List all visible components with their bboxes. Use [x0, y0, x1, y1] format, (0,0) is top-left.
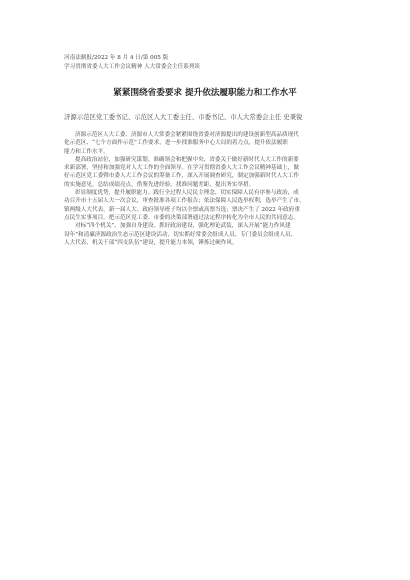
body-line: 化示范区、“七个方面作示范”工作要求，进一步找准服务中心大局的着力点，提升依法履职 [64, 140, 288, 147]
body-line: 彰显制度优势，提升履职能力。践行全过程人民民主理念，切实保障人民有序参与政治，成 [75, 190, 299, 197]
body-line: 济源示范区人大工委、济源市人大常委会紧紧围绕省委对济源提出的建设创新型高品质现代 [75, 132, 299, 138]
body-line: 好示范区党工委暨市委人大工作会议的筹备工作，深入开展调查研究，制定加强新时代人大工作 [64, 173, 299, 180]
article-body [64, 131, 354, 247]
body-line: 能力和工作水平。 [64, 148, 109, 155]
body-line: 功召开市十五届人大一次会议，审查批准各项工作报告；依法保障人民选举权利，选举产生了市、 [64, 198, 305, 205]
source-line: 河南法制报/2022 年 8 月 4 日/第 005 版 [64, 55, 169, 61]
body-line: 点民生实事项目，把示范区党工委、市委的决策部署通过法定程序转化为全市人民的共同意志。 [64, 214, 299, 221]
body-line: 对标“四个机关”，加强自身建设。抓好政治建设，强化理论武装，深入开展“能力作风建 [75, 223, 291, 230]
body-line: 提高政治站位，加强研究谋划。准确领会和把握中央、省委关于做好新时代人大工作的新要 [75, 156, 299, 163]
body-line: 镇两级人大代表，新一届人大、政府领导班子均以全票或高票当选；票决产生了 2022 年政府重 [64, 206, 300, 213]
article-byline: 济源示范区党工委书记、示范区人大工委主任、市委书记、市人大常委会主任 史秉锐 [64, 113, 303, 121]
body-line: 的实施意见，总结成绩亮点，借鉴先进经验，找准问题差距，提出务实举措。 [64, 181, 255, 188]
article-title: 紧紧围绕省委要求 提升依法履职能力和工作水平 [113, 88, 297, 98]
body-line: 人大代表、机关干部“四支队伍”建设，提升能力本领，锤炼过硬作风。 [64, 239, 238, 246]
body-line: 求新部署，坚持和加强党对人大工作的全面领导。在学习贯彻省委人大工作会议精神基础上，做 [64, 165, 299, 172]
body-line: 设年”和清廉济源政治生态示范区建设活动，切实抓好常委会组成人员、专门委员会组成人员、 [64, 231, 297, 238]
column-line: 学习贯彻省委人大工作会议精神 人大常委会主任系列谈 [64, 64, 201, 70]
